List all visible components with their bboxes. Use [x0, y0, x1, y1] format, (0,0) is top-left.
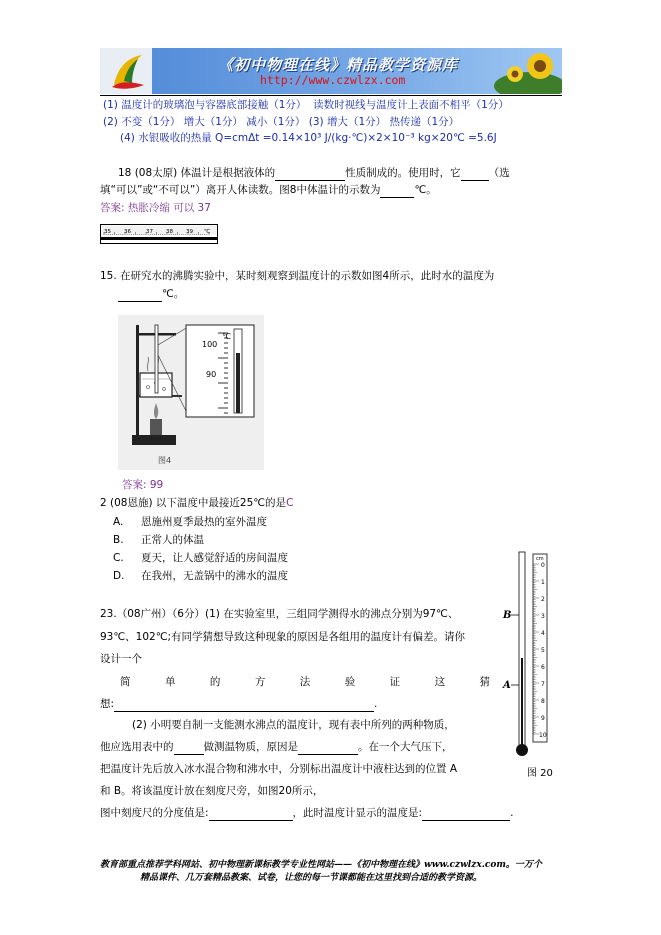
- q23-line9: 和 B。将该温度计放在刻度尺旁，如图20所示，: [100, 785, 324, 797]
- figure-20-caption: 图 20: [527, 768, 553, 779]
- q2-option-c: [113, 551, 288, 565]
- q18-answer: 答案: 热胀冷缩 可以 37: [100, 202, 211, 214]
- figure-4-caption: 图4: [158, 456, 172, 465]
- q23-blank-temperature[interactable]: [422, 806, 510, 821]
- q23-word: 简: [120, 676, 131, 688]
- q18-line2: [100, 183, 437, 198]
- stand-rod: [136, 325, 139, 437]
- q2-option-b-text: 正常人的体温: [141, 534, 204, 546]
- q23-blank-reason[interactable]: [298, 740, 358, 755]
- magnified-scale: [186, 325, 254, 417]
- q2-option-c-key: C.: [113, 552, 124, 564]
- q2-option-c-text: 夏天，让人感觉舒适的房间温度: [141, 552, 288, 564]
- q23-line7-b: 做测温物质，原因是: [203, 741, 298, 753]
- thermometer-bar: [100, 237, 218, 240]
- ruler-label-5: 5: [541, 647, 545, 654]
- clinical-thermometer-figure: [100, 224, 218, 244]
- ruler-label-2: 2: [541, 596, 545, 603]
- q23-line5: 想: .: [100, 698, 378, 710]
- prev-answer-part2: 读数时视线与温度计上表面不相平（1分）: [313, 99, 509, 111]
- q23-word: 证: [389, 676, 401, 688]
- q15-line1: 15. 在研究水的沸腾实验中，某时刻观察到温度计的示数如图4所示，此时水的温度为: [100, 270, 495, 282]
- thermo-label-36: 36: [124, 229, 131, 235]
- ruler-label-7: 7: [541, 681, 545, 688]
- small-thermometer: [155, 325, 158, 393]
- q23-line7-c: 。在一个大气压下，: [358, 741, 453, 753]
- thermo-label-37: 37: [146, 229, 153, 235]
- ruler-label-9: 9: [541, 715, 545, 722]
- q15-line2: [118, 287, 184, 302]
- figure-20-ruler-thermometer: [497, 548, 565, 780]
- q2-option-d-key: D.: [113, 570, 125, 582]
- q2-option-b-key: B.: [113, 534, 124, 546]
- q18-blank-1[interactable]: [275, 166, 345, 181]
- q2-option-d-text: 在我州，无盖锅中的沸水的温度: [141, 570, 288, 582]
- q2-option-b: [113, 533, 204, 547]
- q18-blank-3[interactable]: [380, 183, 414, 198]
- q23-line1: 23.（08广州）（6分）(1) 在实验室里，三组同学测得水的沸点分别为97℃、: [100, 608, 459, 620]
- q23-line7: [100, 740, 453, 755]
- thermometer-liquid: [521, 658, 523, 748]
- q18-text-a: 18 (08太原) 体温计是根据液体的: [118, 167, 276, 179]
- ruler-label-8: 8: [541, 698, 545, 705]
- q23-line6: (2) 小明要自制一支能测水沸点的温度计，现有表中所列的两种物质，: [132, 719, 455, 731]
- q23-line10: 图中刻度尺的分度值是: ，此时温度计显示的温度是: .: [100, 807, 514, 819]
- q23-line3: 设计一个: [100, 653, 142, 665]
- q18-text-c: （选: [488, 167, 510, 179]
- q23-word: 验: [344, 676, 356, 688]
- q2-answer: C: [286, 497, 294, 509]
- ruler-label-3: 3: [541, 613, 545, 620]
- q23-line4: [120, 675, 490, 689]
- thermometer-bulb: [516, 744, 528, 756]
- ruler-label-4: 4: [541, 630, 545, 637]
- scale-label-100: 100: [202, 340, 218, 349]
- scale-label-90: 90: [206, 370, 217, 379]
- ruler-unit: cm: [536, 556, 544, 562]
- q23-line10-b: ，此时温度计显示的温度是:: [292, 807, 423, 819]
- ruler-label-1: 1: [541, 579, 545, 586]
- q23-blank-division[interactable]: [209, 806, 293, 821]
- site-logo-icon: [108, 51, 148, 91]
- q23-word: 这: [434, 676, 446, 688]
- footer-line2: 精品课件、几万套精品教案、试卷，让您的每一节课都能在这里找到合适的教学资源。: [140, 873, 483, 883]
- site-banner: [100, 48, 562, 94]
- q23-line7-a: 他应选用表中的: [100, 741, 174, 753]
- q23-blank-substance[interactable]: [174, 740, 204, 755]
- q2-stem: [100, 496, 293, 510]
- prev-answer-line1: [103, 98, 509, 112]
- burner: [150, 419, 162, 435]
- q23-line8: 把温度计先后放入冰水混合物和沸水中，分别标出温度计中液柱达到的位置 A: [100, 763, 458, 775]
- prev-answer-part1: (1) 温度计的玻璃泡与容器底部接触（1分）: [103, 99, 307, 111]
- q23-line10-a: 图中刻度尺的分度值是:: [100, 807, 209, 819]
- thermo-label-unit: ℃: [204, 229, 211, 235]
- q23-word: 的: [209, 676, 221, 688]
- prev-answer-line2: (2) 不变（1分） 增大（1分） 减小（1分） (3) 增大（1分） 热传递（1分）: [103, 116, 460, 128]
- footer-line1: 教育部重点推荐学科网站、初中物理新课标教学专业性网站——《初中物理在线》www.czwlzx.com。一万个: [100, 860, 542, 870]
- figure-4-boiling-apparatus: [118, 315, 264, 470]
- label-b: B: [503, 610, 512, 621]
- q18-blank-2[interactable]: [461, 166, 489, 181]
- ruler-label-6: 6: [541, 664, 545, 671]
- header-divider: [100, 95, 562, 96]
- q2-option-d: [113, 569, 288, 583]
- thermo-label-35: 35: [104, 229, 111, 235]
- ruler-label-10: 10: [539, 732, 547, 739]
- thermo-label-38: 38: [166, 229, 173, 235]
- q2-option-a-text: 恩施州夏季最热的室外温度: [141, 516, 267, 528]
- q15-answer: 答案: 99: [122, 479, 164, 491]
- q18-line1: [118, 166, 510, 181]
- banner-title: 《初中物理在线》精品教学资源库: [218, 56, 459, 74]
- ruler-label-0: 0: [541, 562, 545, 569]
- scale-label-unit: ℃: [222, 332, 231, 341]
- q18-line2-text: 填“可以”或“不可以”）离开人体读数。图8中体温计的示数为: [100, 184, 381, 196]
- q15-unit: ℃。: [162, 288, 185, 300]
- ruler: [533, 554, 547, 742]
- q15-blank[interactable]: [118, 287, 162, 302]
- q2-option-a: [113, 515, 267, 529]
- liquid-column: [236, 353, 240, 413]
- q2-stem-text: 2 (08恩施) 以下温度中最接近25℃的是: [100, 497, 287, 509]
- q23-blank-method[interactable]: [114, 697, 374, 712]
- q23-word: 方: [254, 676, 266, 688]
- label-a: A: [503, 680, 511, 691]
- q18-unit: ℃。: [414, 184, 437, 196]
- q23-line5-label: 想:: [100, 698, 115, 710]
- q23-word: 法: [299, 676, 311, 688]
- q18-text-b: 性质制成的。使用时，它: [345, 167, 461, 179]
- q23-word: 单: [164, 676, 176, 688]
- q2-option-a-key: A.: [113, 516, 124, 528]
- prev-answer-line3: (4) 水银吸收的热量 Q=cmΔt =0.14×10³ J/(kg·℃)×2×10⁻³ kg×20℃ =5.6J: [120, 132, 497, 144]
- banner-url[interactable]: http://www.czwlzx.com: [260, 73, 406, 87]
- q23-line2: 93℃、102℃;有同学猜想导致这种现象的原因是各组用的温度计有偏差。请你: [100, 631, 466, 643]
- q23-word: 猜: [479, 676, 490, 688]
- thermo-label-39: 39: [186, 229, 193, 235]
